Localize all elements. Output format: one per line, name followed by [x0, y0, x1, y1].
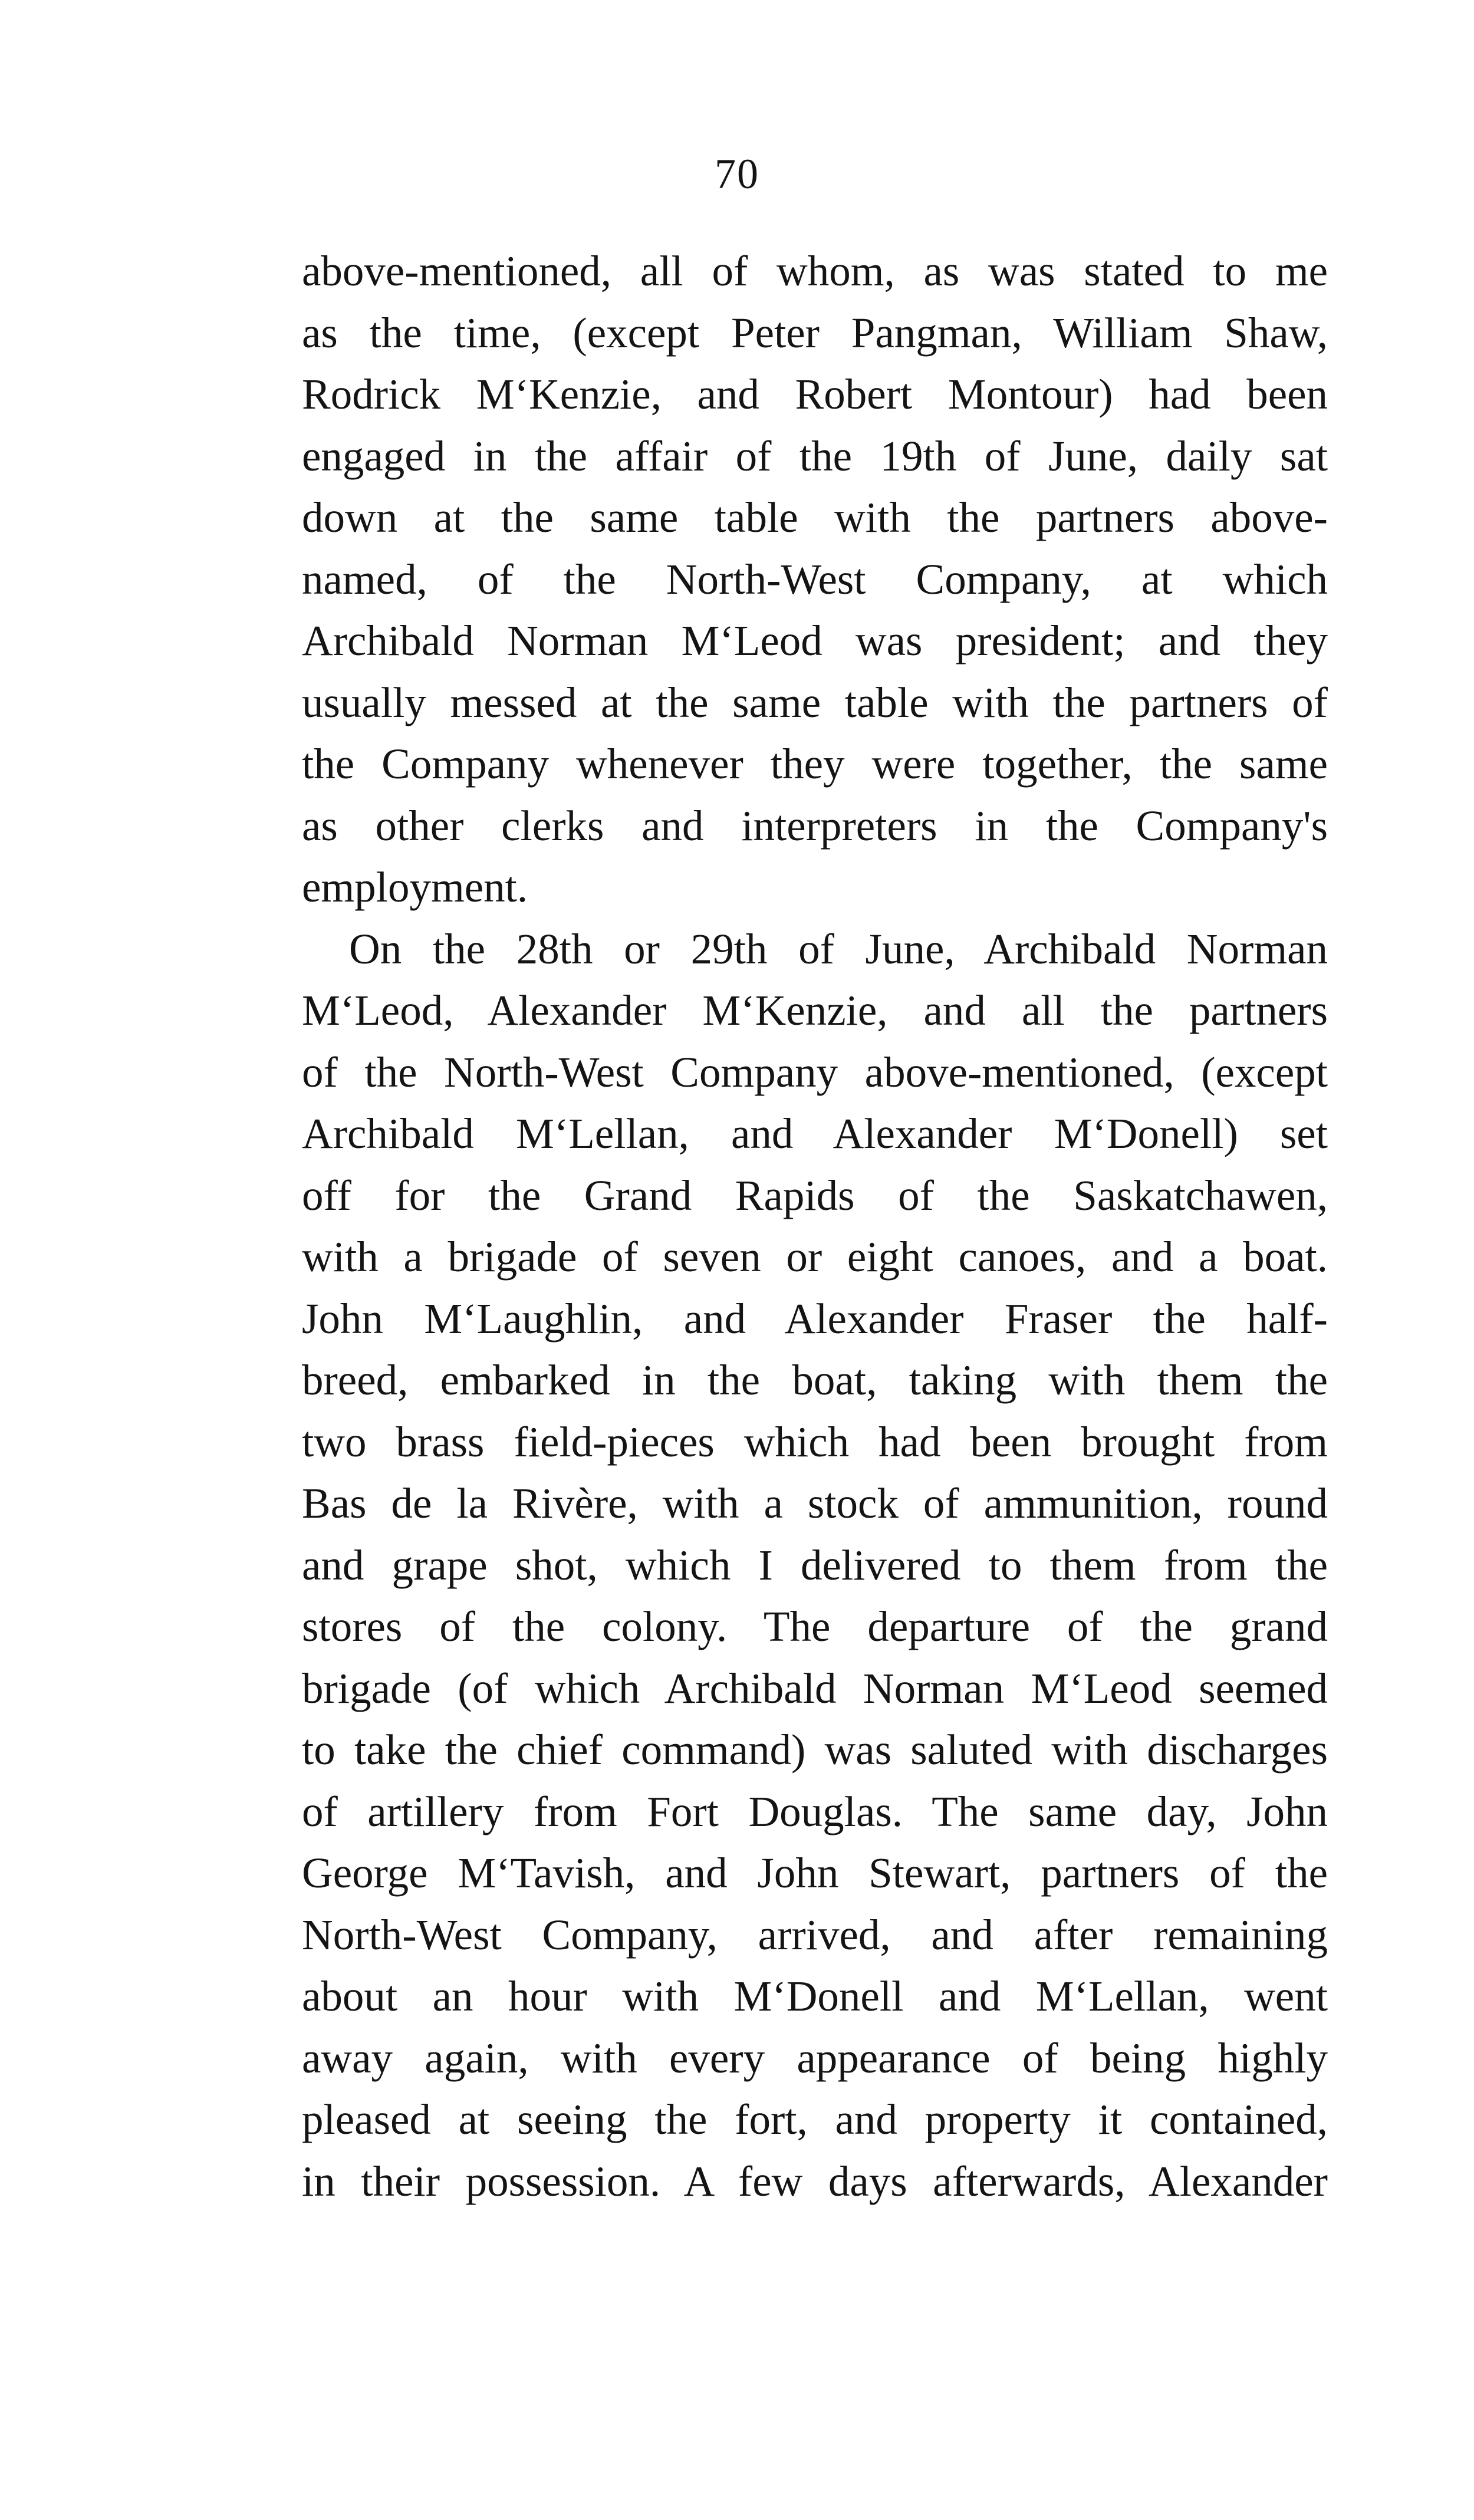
- text-line: Archibald M‘Lellan, and Alexander M‘Donell) set: [302, 1110, 1328, 1157]
- text-line: away again, with every appearance of being highly: [302, 2034, 1328, 2082]
- text-line: pleased at seeing the fort, and property it contained,: [302, 2095, 1328, 2143]
- text-line: as other clerks and interpreters in the Company's: [302, 801, 1328, 850]
- text-line: engaged in the affair of the 19th of June, daily sat: [302, 432, 1328, 480]
- text-line: off for the Grand Rapids of the Saskatchawen,: [302, 1171, 1328, 1219]
- text-line: two brass field-pieces which had been brought from: [302, 1417, 1328, 1466]
- text-line: in their possession. A few days afterwards, Alexander: [302, 2157, 1328, 2205]
- text-line: above-mentioned, all of whom, as was stated to me: [302, 247, 1328, 295]
- text-line: stores of the colony. The departure of the grand: [302, 1603, 1328, 1650]
- text-line: the Company whenever they were together, the same: [302, 740, 1328, 788]
- text-line: with a brigade of seven or eight canoes, and a boat.: [302, 1233, 1328, 1281]
- text-line: North-West Company, arrived, and after remaining: [302, 1910, 1328, 1959]
- text-line: Archibald Norman M‘Leod was president; and they: [302, 617, 1328, 664]
- text-line: John M‘Laughlin, and Alexander Fraser the half-: [302, 1294, 1328, 1343]
- body-text: [302, 241, 1328, 2212]
- text-line: M‘Leod, Alexander M‘Kenzie, and all the partners: [302, 986, 1328, 1034]
- text-line: as the time, (except Peter Pangman, William Shaw,: [302, 308, 1328, 357]
- text-line: employment.: [302, 863, 528, 911]
- text-line: about an hour with M‘Donell and M‘Lellan, went: [302, 1972, 1328, 2020]
- text-line: breed, embarked in the boat, taking with them the: [302, 1356, 1328, 1404]
- text-line: brigade (of which Archibald Norman M‘Leod seemed: [302, 1664, 1328, 1712]
- text-line: Rodrick M‘Kenzie, and Robert Montour) had been: [302, 370, 1328, 418]
- text-line: named, of the North-West Company, at which: [302, 555, 1328, 603]
- text-line: and grape shot, which I delivered to them from the: [302, 1541, 1328, 1589]
- text-line: George M‘Tavish, and John Stewart, partners of the: [302, 1849, 1328, 1897]
- text-line: of artillery from Fort Douglas. The same day, John: [302, 1787, 1328, 1835]
- page-number: 70: [715, 150, 759, 198]
- text-line: to take the chief command) was saluted with discharges: [302, 1726, 1328, 1774]
- text-line: of the North-West Company above-mentioned, (except: [302, 1048, 1328, 1096]
- text-line: Bas de la Rivère, with a stock of ammunition, round: [302, 1479, 1328, 1527]
- text-line: down at the same table with the partners above-: [302, 494, 1328, 541]
- text-line: usually messed at the same table with the partners of: [302, 678, 1328, 726]
- text-line: On the 28th or 29th of June, Archibald Norman: [349, 925, 1328, 973]
